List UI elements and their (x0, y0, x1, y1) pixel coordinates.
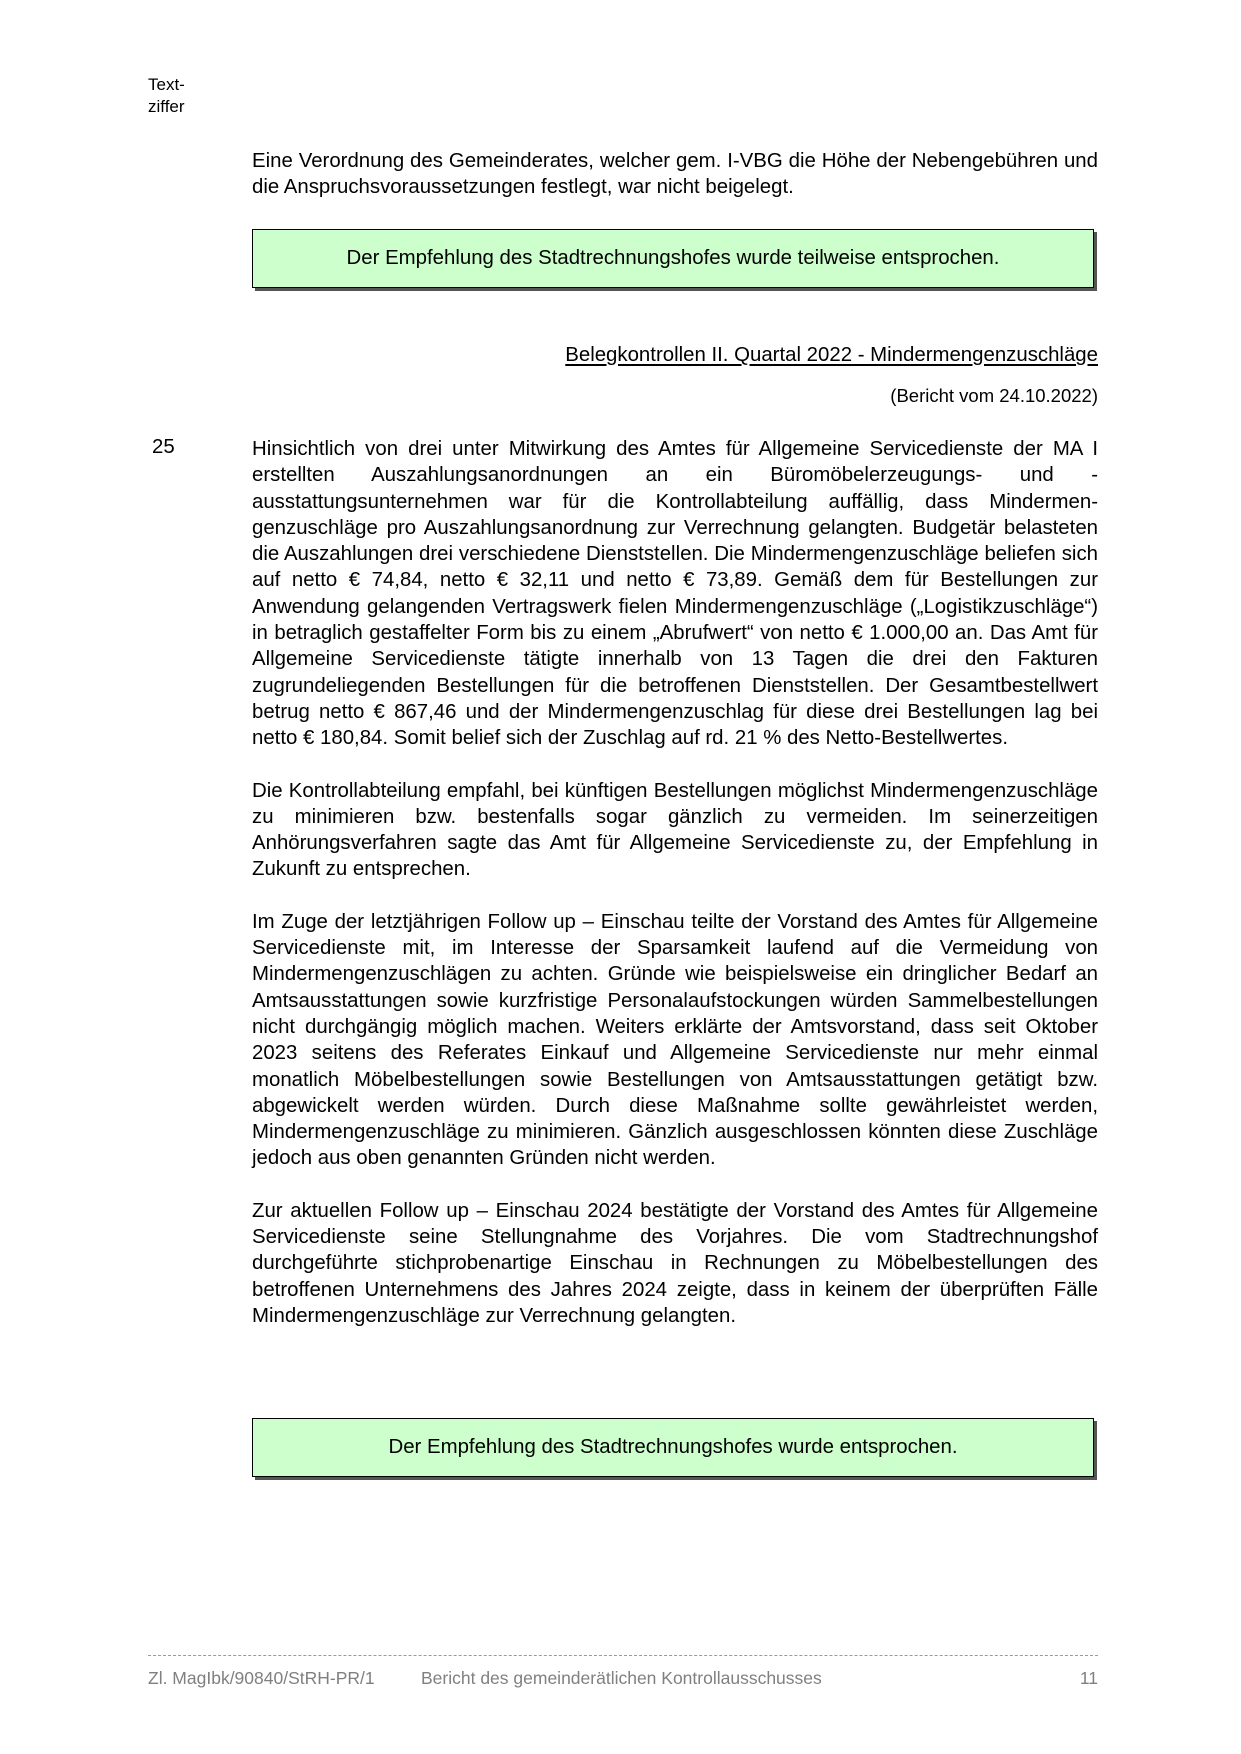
paragraph-current-followup: Zur aktuellen Follow up – Einschau 2024 bestätigte der Vorstand des Amtes für Allgemeine Servicedienste seine Stellungnahme des Vorjahres. Die vom Stadtrechnungshof durchgeführte stichprobenartige Einschau in Rechnungen zu Möbelbestellungen des betroffenen Unternehmens des Jahres 2024 zeigte, dass in keinem der überprüften Fälle Mindermengenzuschläge zur Verrechnung gelangten. (252, 1199, 1098, 1327)
intro-section (252, 148, 1098, 201)
footer-reference: Zl. MagIbk/90840/StRH-PR/1 (148, 1668, 375, 1688)
textziffer-label-line1: Text- (148, 75, 185, 94)
result-box-partial (252, 229, 1094, 288)
paragraph-findings: Hinsichtlich von drei unter Mitwirkung des Amtes für Allgemeine Servicedienste der MA I erstellten Auszahlungsanordnungen an ein Büromöbelerzeugungs- und -ausstattungsunternehmen war für die Kontrollabteilung auffällig, dass Mindermengenzuschläge pro Auszahlungsanordnung zur Verrechnung gelangten. Budgetär belasteten die Auszahlungen drei verschiedene Dienststellen. Die Mindermengenzuschläge beliefen sich auf netto € 74,84, netto € 32,11 und netto € 73,89. Gemäß dem für Bestellungen zur Anwendung gelangenden Vertragswerk fielen Mindermengenzuschläge („Logistikzuschläge“) in betraglich gestaffelter Form bis zu einem „Abrufwert“ von netto € 1.000,00 an. Das Amt für Allgemeine Servicedienste tätigte innerhalb von 13 Tagen die drei den Fakturen zugrundeliegenden Bestellungen für die betroffenen Dienststellen. Der Gesamtbestellwert betrug netto € 867,46 und der Mindermengenzuschlag für diese drei Bestellungen lag bei netto € 180,84. Somit belief sich der Zuschlag auf rd. 21 % des Netto-Bestellwertes. (252, 438, 1098, 750)
main-text (252, 436, 1098, 1329)
footer-page-number: 11 (1079, 1668, 1098, 1688)
result-box-partial-text: Der Empfehlung des Stadtrechnungshofes wurde teilweise entsprochen. (346, 247, 1000, 269)
footer-divider (148, 1655, 1098, 1656)
section-heading: Belegkontrollen II. Quartal 2022 - Mindermengenzuschläge (565, 344, 1098, 366)
paragraph-recommendation: Die Kontrollabteilung empfahl, bei künftigen Bestellungen möglichst Mindermengenzuschläge zu minimieren bzw. bestenfalls sogar gänzlich zu vermeiden. Im seinerzeitigen Anhörungsverfahren sagte das Amt für Allgemeine Servicedienste zu, der Empfehlung in Zukunft zu entsprechen. (252, 779, 1098, 881)
intro-paragraph: Eine Verordnung des Gemeinderates, welcher gem. I-VBG die Höhe der Nebengebühren und die Anspruchsvoraussetzungen festlegt, war nicht beigelegt. (252, 150, 1098, 199)
result-box-fulfilled-text: Der Empfehlung des Stadtrechnungshofes wurde entsprochen. (388, 1436, 958, 1458)
section-report-date: (Bericht vom 24.10.2022) (890, 385, 1098, 406)
footer-title: Bericht des gemeinderätlichen Kontrollausschusses (421, 1668, 822, 1688)
paragraph-previous-followup: Im Zuge der letztjährigen Follow up – Einschau teilte der Vorstand des Amtes für Allgemeine Servicedienste mit, im Interesse der Sparsamkeit laufend auf die Vermeidung von Mindermengenzuschlägen zu achten. Gründe wie beispielsweise ein dringlicher Bedarf an Amtsausstattungen sowie kurzfristige Personalaufstockungen würden Sammelbestellungen nicht durchgängig möglich machen. Weiters erklärte der Amtsvorstand, dass seit Oktober 2023 seitens des Referates Einkauf und Allgemeine Servicedienste nur mehr einmal monatlich Möbelbestellungen sowie Bestellungen von Amtsausstattungen getätigt bzw. abgewickelt werden würden. Durch diese Maßnahme sollte gewährleistet werden, Mindermengenzuschläge zu minimieren. Gänzlich ausgeschlossen könnten diese Zuschläge jedoch aus oben genannten Gründen nicht werden. (252, 910, 1098, 1170)
textziffer-number: 25 (152, 436, 175, 458)
textziffer-label (148, 74, 185, 118)
result-box-fulfilled (252, 1418, 1094, 1477)
textziffer-label-line2: ziffer (148, 97, 185, 116)
